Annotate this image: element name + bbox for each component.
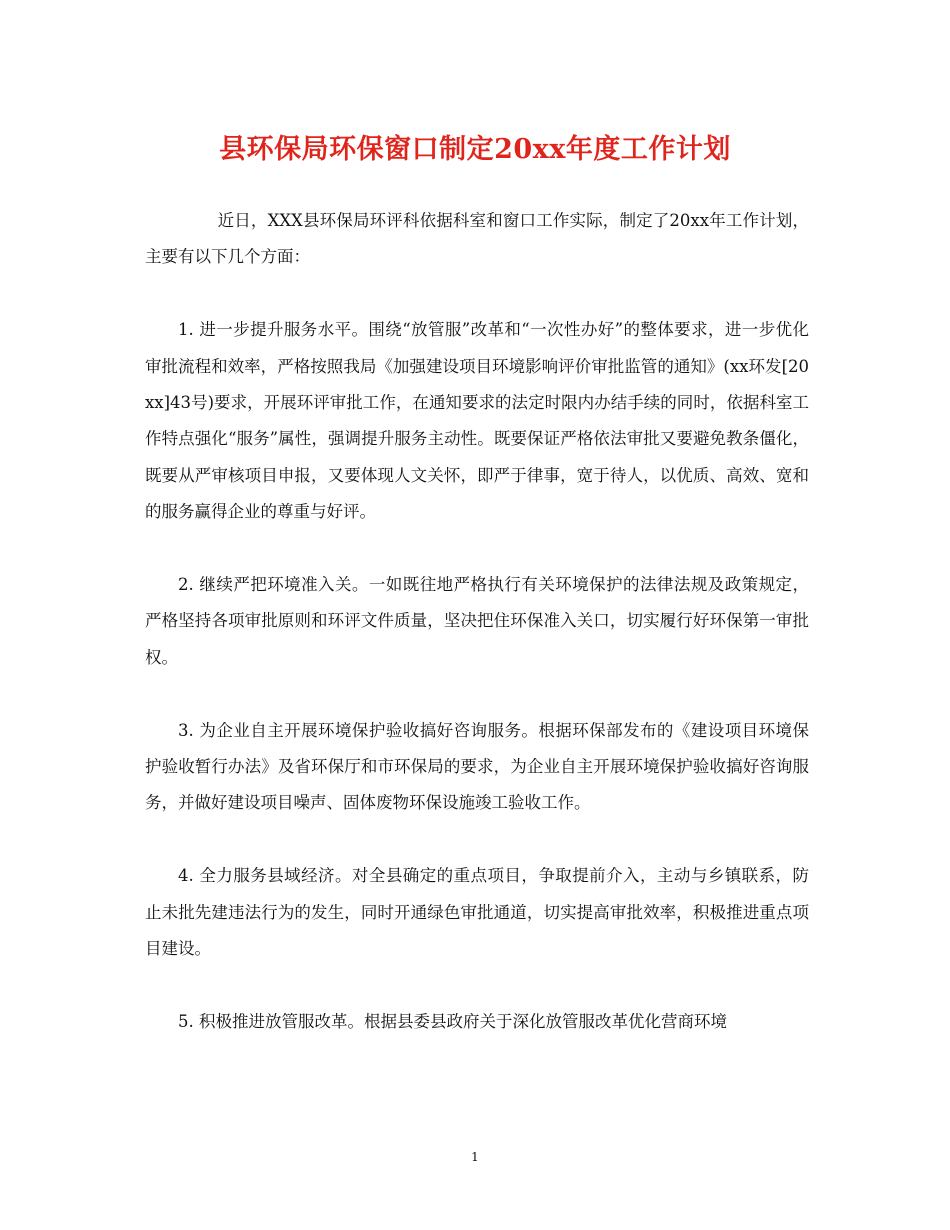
intro-paragraph: 近日，XXX县环保局环评科依据科室和窗口工作实际，制定了20xx年工作计划，主要有以下几个方面： <box>145 211 809 267</box>
paragraph-gap <box>145 967 809 1003</box>
paragraph-gap <box>145 822 809 858</box>
paragraph-gap <box>145 676 809 712</box>
document-title: 县环保局环保窗口制定20xx年度工作计划 <box>219 134 731 165</box>
plan-item-2: 2. 继续严把环境准入关。一如既往地严格执行有关环境保护的法律法规及政策规定，严格坚持各项审批原则和环评文件质量，坚决把住环保准入关口，切实履行好环保第一审批权。 <box>145 575 809 667</box>
paragraph-gap <box>145 276 809 312</box>
plan-item-4: 4. 全力服务县域经济。对全县确定的重点项目，争取提前介入，主动与乡镇联系，防止未批先建违法行为的发生，同时开通绿色审批通道，切实提高审批效率，积极推进重点项目建设。 <box>145 866 809 959</box>
plan-item-1: 1. 进一步提升服务水平。围绕“放管服”改革和“一次性办好”的整体要求，进一步优化审批流程和效率，严格按照我局《加强建设项目环境影响评价审批监管的通知》(xx环发[20xx]43号)要求，开展环评审批工作，在通知要求的法定时限内办结手续的同时，依据科室工作特点强化“服务”属性，强调提升服务主动性。既要保证严格依法审批又要避免教条僵化，既要从严审核项目申报，又要体现人文关怀，即严于律事，宽于待人，以优质、高效、宽和的服务赢得企业的尊重与好评。 <box>145 320 809 522</box>
document-body <box>145 203 809 1040</box>
plan-item-3: 3. 为企业自主开展环境保护验收搞好咨询服务。根据环保部发布的《建设项目环境保护验收暂行办法》及省环保厅和市环保局的要求，为企业自主开展环境保护验收搞好咨询服务，并做好建设项目噪声、固体废物环保设施竣工验收工作。 <box>145 720 809 813</box>
page-number: 1 <box>471 1150 479 1164</box>
plan-item-5: 5. 积极推进放管服改革。根据县委县政府关于深化放管服改革优化营商环境 <box>178 1011 727 1031</box>
paragraph-gap <box>145 531 809 567</box>
